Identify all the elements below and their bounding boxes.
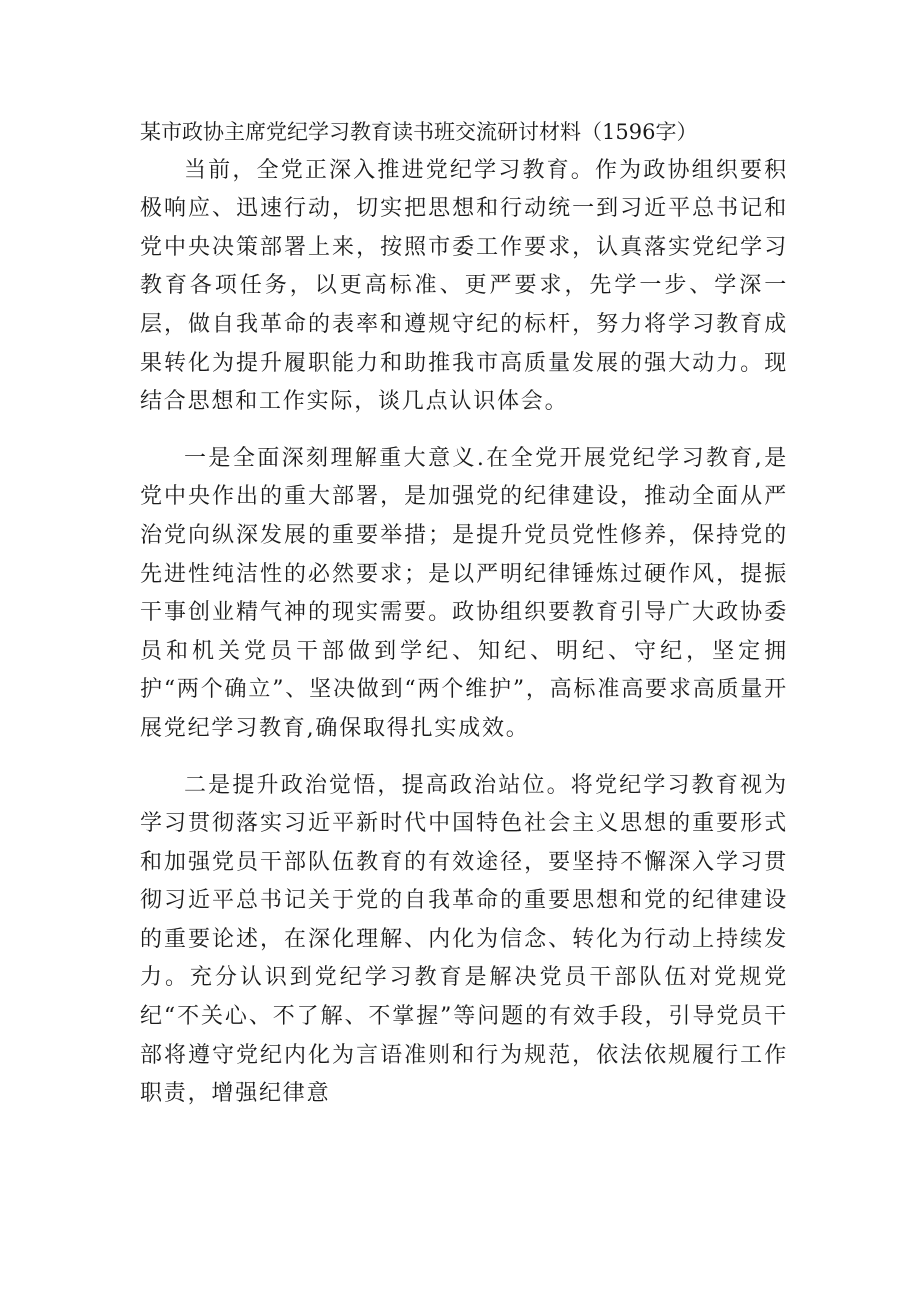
paragraph-intro: 当前，全党正深入推进党纪学习教育。作为政协组织要积极响应、迅速行动，切实把思想和行动统一到习近平总书记和党中央决策部署上来，按照市委工作要求，认真落实党纪学习教育各项任务，以更高标准、更严要求，先学一步、学深一层，做自我革命的表率和遵规守纪的标杆，努力将学习教育成果转化为提升履职能力和助推我市高质量发展的强大动力。现结合思想和工作实际，谈几点认识体会。 <box>140 157 788 415</box>
document-page <box>140 113 788 1114</box>
paragraph-point-one: 一是全面深刻理解重大意义.在全党开展党纪学习教育,是党中央作出的重大部署，是加强党的纪律建设，推动全面从严治党向纵深发展的重要举措；是提升党员党性修养，保持党的先进性纯洁性的必然要求；是以严明纪律锤炼过硬作风，提振干事创业精气神的现实需要。政协组织要教育引导广大政协委员和机关党员干部做到学纪、知纪、明纪、守纪，坚定拥护“两个确立”、坚决做到“两个维护”，高标准高要求高质量开展党纪学习教育,确保取得扎实成效。 <box>140 445 788 741</box>
paragraph-point-two: 二是提升政治觉悟，提高政治站位。将党纪学习教育视为学习贯彻落实习近平新时代中国特色社会主义思想的重要形式和加强党员干部队伍教育的有效途径，要坚持不懈深入学习贯彻习近平总书记关于党的自我革命的重要思想和党的纪律建设的重要论述，在深化理解、内化为信念、转化为行动上持续发力。充分认识到党纪学习教育是解决党员干部队伍对党规党纪“不关心、不了解、不掌握”等问题的有效手段，引导党员干部将遵守党纪内化为言语准则和行为规范，依法依规履行工作职责，增强纪律意 <box>140 772 788 1107</box>
document-title: 某市政协主席党纪学习教育读书班交流研讨材料（1596字） <box>140 120 698 144</box>
